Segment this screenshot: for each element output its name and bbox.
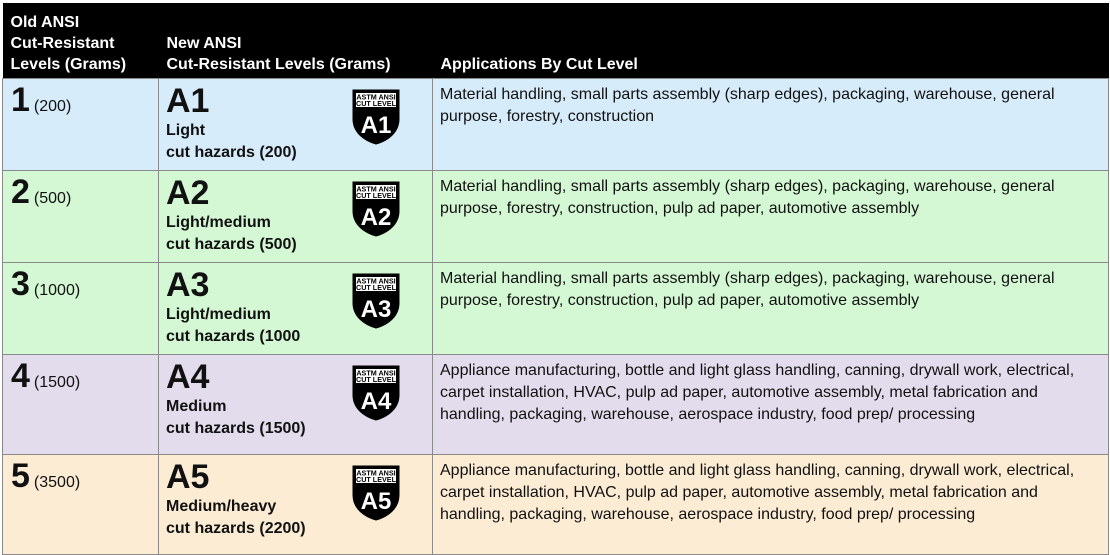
- astm-ansi-shield-icon: [351, 89, 401, 145]
- new-level-cell: [159, 171, 433, 263]
- old-level-grams: (1500): [33, 374, 81, 391]
- old-level-cell: [3, 263, 159, 355]
- old-level-number: 5: [11, 457, 30, 495]
- old-level-grams: (200): [33, 98, 72, 115]
- table-row: [3, 455, 1109, 555]
- applications-cell: [433, 263, 1109, 355]
- badge-line2: CUT LEVEL: [356, 375, 396, 384]
- applications-cell: [433, 171, 1109, 263]
- table-row: [3, 79, 1109, 171]
- applications-text: Material handling, small parts assembly (sharp edges), packaging, warehouse, general purpose, forestry, construction, pulp ad paper, automotive assembly: [440, 270, 1055, 309]
- new-level-code: A1: [166, 82, 210, 120]
- applications-text: Material handling, small parts assembly (sharp edges), packaging, warehouse, general purpose, forestry, construction: [440, 86, 1055, 125]
- applications-text: Appliance manufacturing, bottle and light glass handling, canning, drywall work, electrical, carpet installation, HVAC, pulp ad paper, automotive assembly, metal fabrication and handling, packaging, warehouse, aerospace industry, food prep/ processing: [440, 462, 1075, 523]
- table-row: [3, 171, 1109, 263]
- new-level-code: A5: [166, 458, 210, 496]
- cut-level-table: [2, 3, 1109, 555]
- new-level-code: A4: [166, 358, 210, 396]
- header-new-line: Cut-Resistant Levels (Grams): [166, 56, 391, 73]
- hazard-description: Medium: [166, 398, 227, 415]
- badge-line1: ASTM ANSI: [356, 92, 396, 102]
- hazard-amount: cut hazards (2200): [166, 520, 306, 537]
- old-level-cell: [3, 455, 159, 555]
- new-level-cell: [159, 79, 433, 171]
- astm-ansi-shield-icon: [351, 465, 401, 521]
- badge-level: A2: [360, 204, 392, 231]
- applications-cell: [433, 79, 1109, 171]
- header-old-line: Old ANSI: [10, 14, 80, 31]
- badge-line2: CUT LEVEL: [356, 283, 396, 292]
- table-row: [3, 263, 1109, 355]
- header-applications: [433, 3, 1109, 79]
- new-level-cell: [159, 263, 433, 355]
- astm-ansi-shield-icon: [351, 273, 401, 329]
- badge-line1: ASTM ANSI: [356, 368, 396, 378]
- table-row: [3, 355, 1109, 455]
- applications-text: Material handling, small parts assembly (sharp edges), packaging, warehouse, general purpose, forestry, construction, pulp ad paper, automotive assembly: [440, 178, 1055, 217]
- hazard-amount: cut hazards (200): [166, 144, 297, 161]
- hazard-description: Light/medium: [166, 214, 271, 231]
- header-old-ansi: [3, 3, 159, 79]
- header-apps-label: Applications By Cut Level: [440, 56, 638, 73]
- hazard-amount: cut hazards (1000: [166, 328, 301, 345]
- badge-line1: ASTM ANSI: [356, 276, 396, 286]
- old-level-number: 2: [11, 173, 30, 211]
- old-level-grams: (3500): [33, 474, 81, 491]
- old-level-cell: [3, 171, 159, 263]
- astm-ansi-shield-icon: [351, 365, 401, 421]
- badge-level: A4: [360, 388, 392, 415]
- new-level-code: A3: [166, 266, 210, 304]
- badge-line2: CUT LEVEL: [356, 99, 396, 108]
- header-old-line: Cut-Resistant: [10, 35, 115, 52]
- badge-level: A1: [360, 112, 392, 139]
- hazard-description: Medium/heavy: [166, 498, 277, 515]
- old-level-number: 4: [11, 357, 30, 395]
- old-level-cell: [3, 79, 159, 171]
- hazard-description: Light/medium: [166, 306, 271, 323]
- badge-line2: CUT LEVEL: [356, 191, 396, 200]
- badge-level: A5: [360, 488, 392, 515]
- old-level-cell: [3, 355, 159, 455]
- new-level-code: A2: [166, 174, 210, 212]
- badge-line1: ASTM ANSI: [356, 468, 396, 478]
- applications-cell: [433, 455, 1109, 555]
- badge-level: A3: [360, 296, 392, 323]
- badge-line1: ASTM ANSI: [356, 184, 396, 194]
- hazard-amount: cut hazards (1500): [166, 420, 306, 437]
- new-level-cell: [159, 455, 433, 555]
- header-row: [3, 3, 1109, 79]
- header-old-line: Levels (Grams): [10, 56, 127, 73]
- hazard-description: Light: [166, 122, 206, 139]
- new-level-cell: [159, 355, 433, 455]
- applications-text: Appliance manufacturing, bottle and light glass handling, canning, drywall work, electrical, carpet installation, HVAC, pulp ad paper, automotive assembly, metal fabrication and handling, packaging, warehouse, aerospace industry, food prep/ processing: [440, 362, 1075, 423]
- badge-line2: CUT LEVEL: [356, 475, 396, 484]
- old-level-grams: (1000): [33, 282, 81, 299]
- header-new-ansi: [159, 3, 433, 79]
- old-level-number: 1: [11, 81, 30, 119]
- header-new-line: New ANSI: [166, 35, 242, 52]
- old-level-number: 3: [11, 265, 30, 303]
- astm-ansi-shield-icon: [351, 181, 401, 237]
- applications-cell: [433, 355, 1109, 455]
- hazard-amount: cut hazards (500): [166, 236, 297, 253]
- old-level-grams: (500): [33, 190, 72, 207]
